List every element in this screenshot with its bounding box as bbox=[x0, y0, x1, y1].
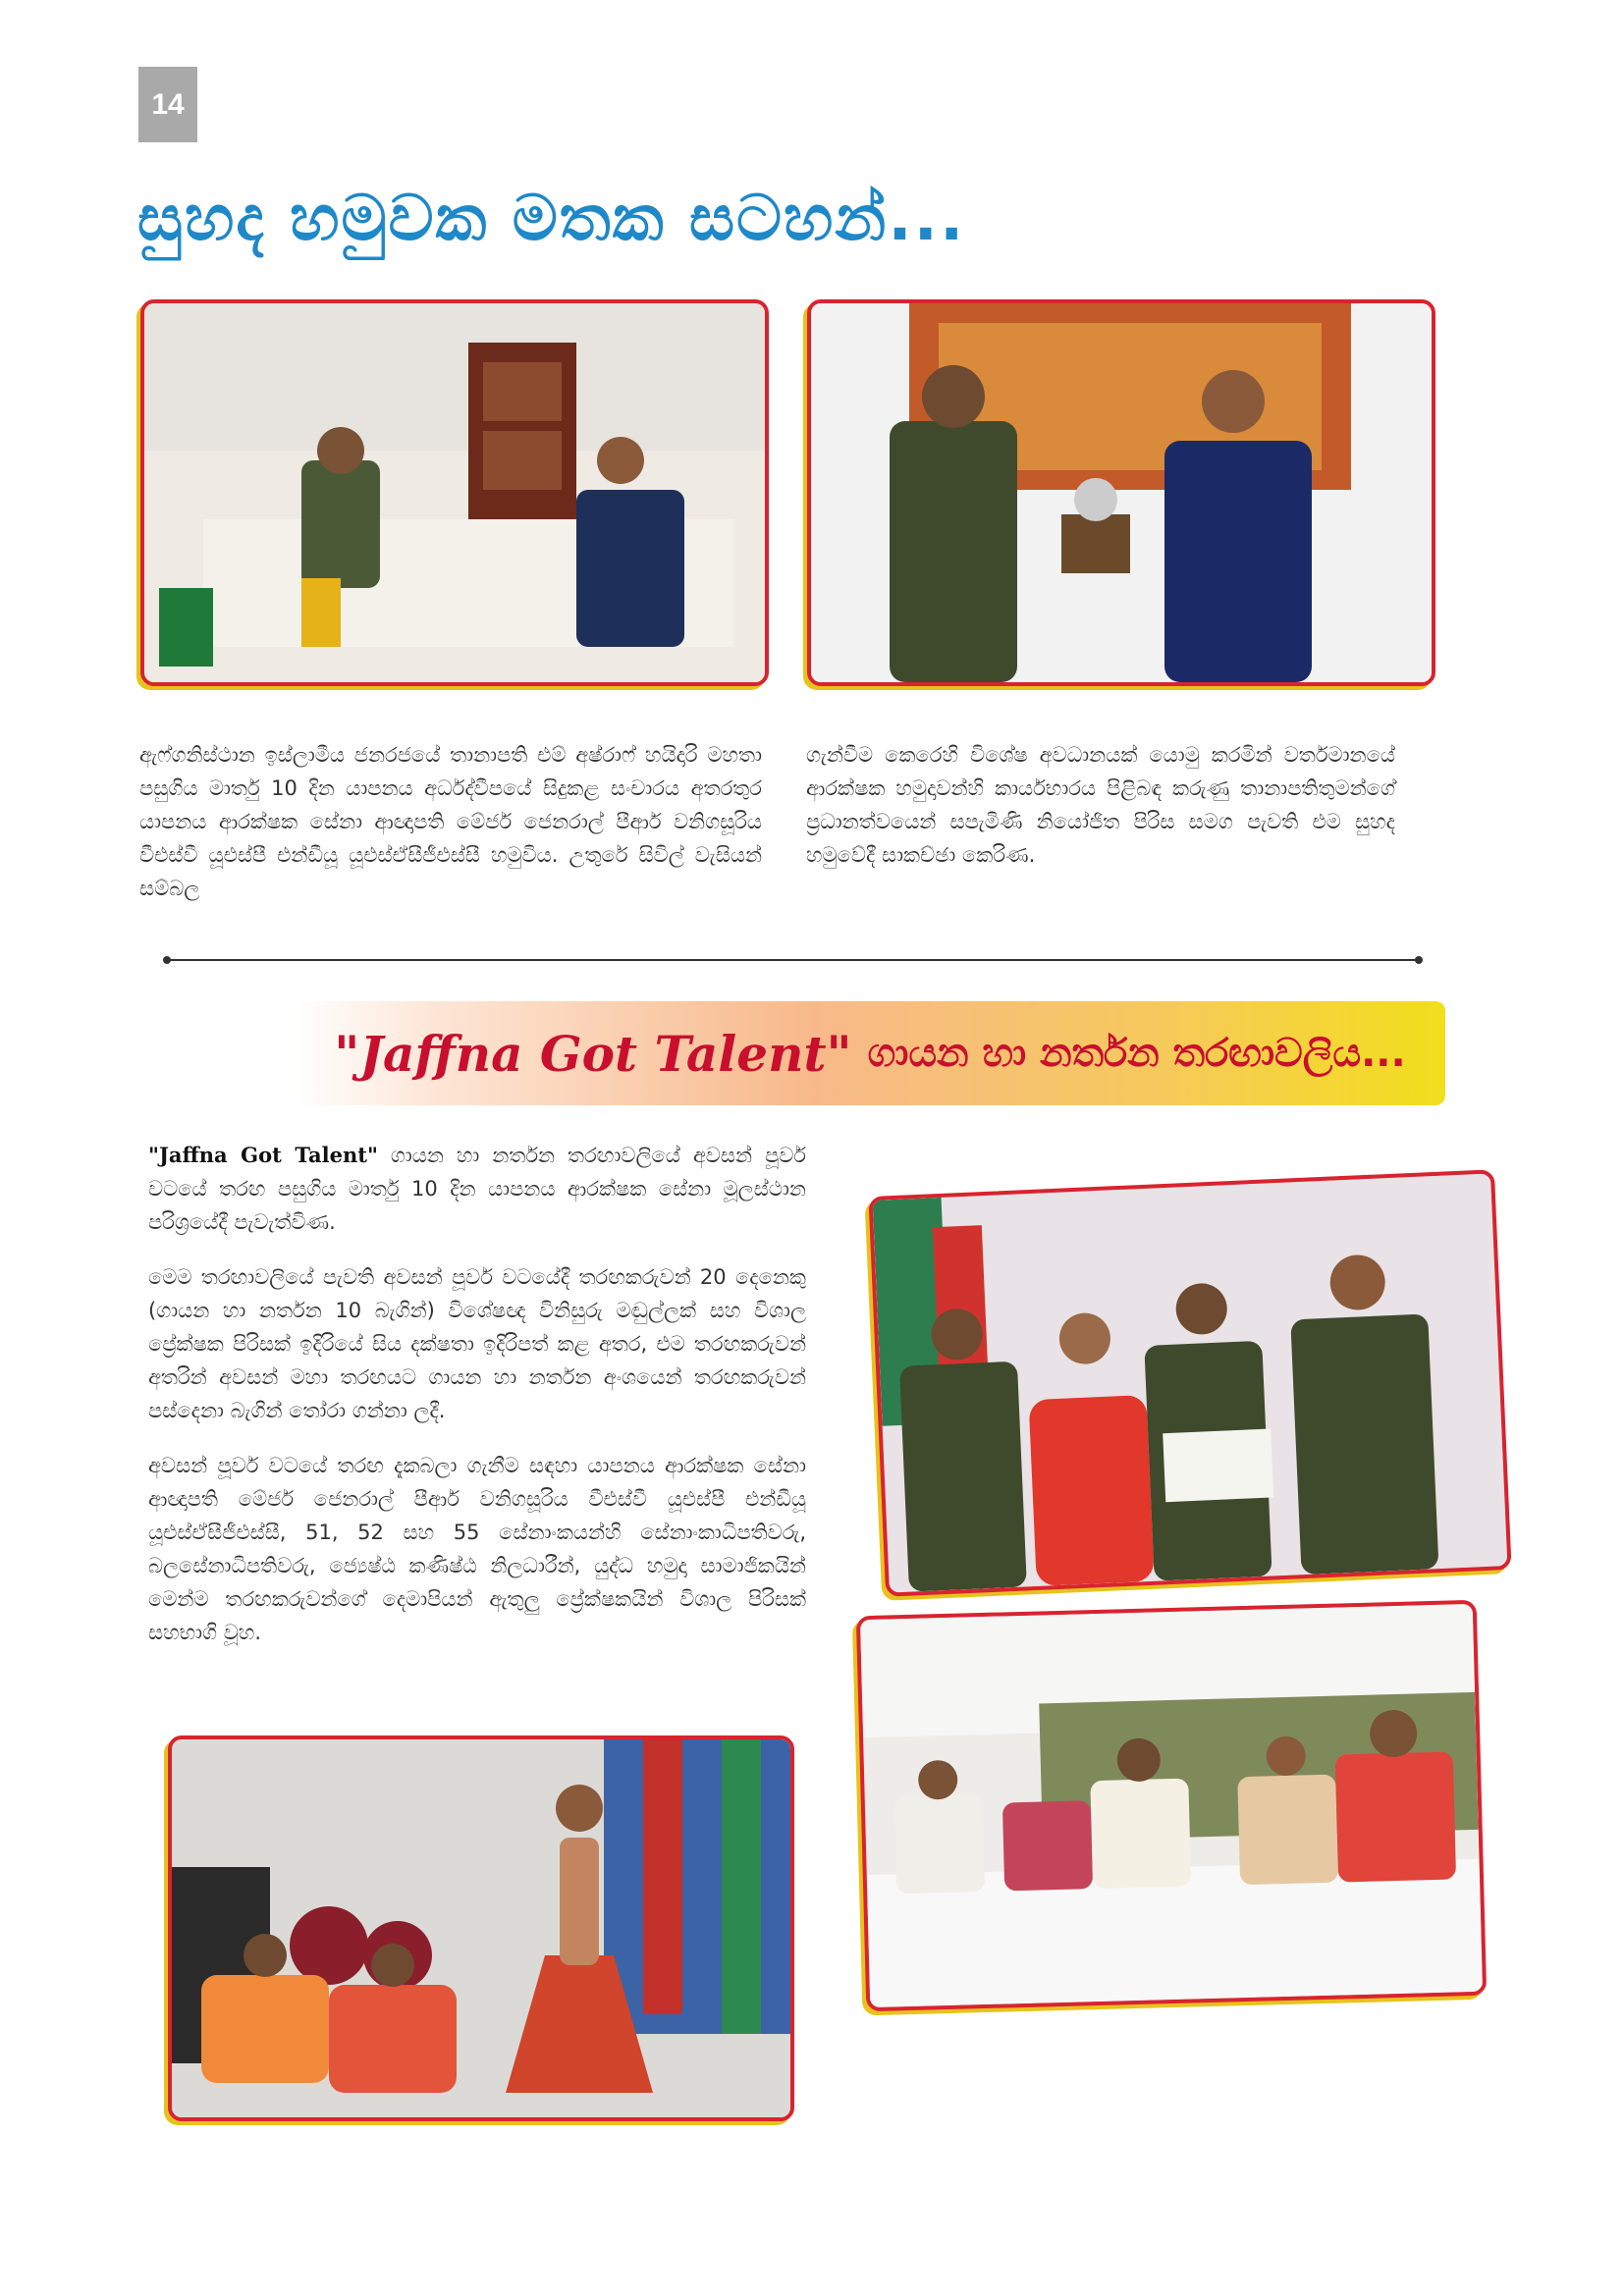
section-divider bbox=[167, 959, 1419, 961]
show-name: "Jaffna Got Talent" bbox=[148, 1143, 378, 1167]
section1-left-text: ඇෆ්ගනිස්ථාන ඉස්ලාමීය ජනරජයේ තානාපති එම් අෂ්රාෆ් හයිදාරි මහතා පසුගිය මාර්තු 10 දින යාපනය අර්ධද්වීපයේ සිදුකළ සංචාරය අතරතුර යාපනය ආරක්ෂක සේනා ආඥාපති මේජර් ජෙනරාල් පීආර් වනිගසූරිය වීඑස්වී යූඑස්පී එන්ඩීයූ යූඑස්ඒසීජීඑස්සී හමුවිය. උතුරේ සිවිල් වැසියන් සම්බල bbox=[139, 743, 762, 900]
meeting-photo bbox=[140, 299, 769, 686]
paragraph-2: මෙම තරඟාවලියේ පැවති අවසන් පූර්ව වටයේදී තරඟකරුවන් 20 දෙනෙකු (ගායන හා නර්තන 10 බැගින්) විශේෂඥ විනිසුරු මඬුල්ලක් සහ විශාල ප්‍රේක්ෂක පිරිසක් ඉදිරියේ සිය දක්ෂතා ඉදිරිපත් කළ අතර, එම තරඟකරුවන් අතරින් අවසන් මහා තරඟයට ගායන හා නර්තන අංශයෙන් තරඟකරුවන් පස්දෙනා බැගින් තෝරා ගන්නා ලදී. bbox=[148, 1265, 806, 1422]
paragraph-3: අවසන් පූර්ව වටයේ තරඟ දැකබලා ගැනීම සඳහා යාපනය ආරක්ෂක සේනා ආඥාපති මේජර් ජෙනරාල් පීආර් වනිගසූරිය වීඑස්වී යූඑස්පී එන්ඩීයූ යූඑස්ඒසීජීඑස්සී, 51, 52 සහ 55 සේනාංකයන්හි සේනාංකාධිපතිවරු, බලසේනාධිපතිවරු, ජ්‍යෙෂ්ඨ කණිෂ්ඨ නිලධාරීන්, යුද්ධ හමුදා සාමාජිකයින් මෙන්ම තරඟකරුවන්ගේ දෙමාපියන් ඇතුලු ප්‍රේක්ෂකයින් විශාල පිරිසක් සහභාගි වූහ. bbox=[148, 1454, 806, 1644]
banner-title-english: "Jaffna Got Talent" bbox=[334, 1024, 852, 1083]
judge-panel-photo bbox=[856, 1600, 1487, 2011]
page-number: 14 bbox=[138, 67, 197, 142]
banner-title-sinhala: ගායන හා නර්තන තරඟාවලිය... bbox=[867, 1031, 1406, 1076]
section2-text bbox=[148, 1139, 806, 1671]
talent-banner bbox=[295, 1001, 1445, 1105]
paragraph-1 bbox=[148, 1139, 806, 1239]
presentation-photo bbox=[807, 299, 1435, 686]
section1-right-text: ගැන්වීම කෙරෙහි විශේෂ අවධානයක් යොමු කරමින් වර්තමානයේ ආරක්ෂක හමුදාවන්හි කාර්යභාරය පිළිබඳ කරුණු තානාපතිතුමන්ගේ ප්‍රධානත්වයෙන් සපැමිණි නියෝජිත පිරිස සමග පැවති එම සුහද හමුවේදී සාකච්ඡා කෙරිණ. bbox=[806, 743, 1395, 867]
section-title: සුහද හමුවක මතක සටහන්... bbox=[137, 183, 966, 255]
dance-performance-photo bbox=[168, 1735, 794, 2121]
paragraph-1-rest: ගායන හා නර්තන තරඟාවලියේ අවසන් පූර්ව වටයේ තරඟ පසුගිය මාර්තු 10 දින යාපනය ආරක්ෂක සේනා මූලස්ථාන පරිශ්‍රයේදී පැවැත්විණ. bbox=[148, 1144, 806, 1234]
certificate-photo bbox=[868, 1169, 1511, 1596]
